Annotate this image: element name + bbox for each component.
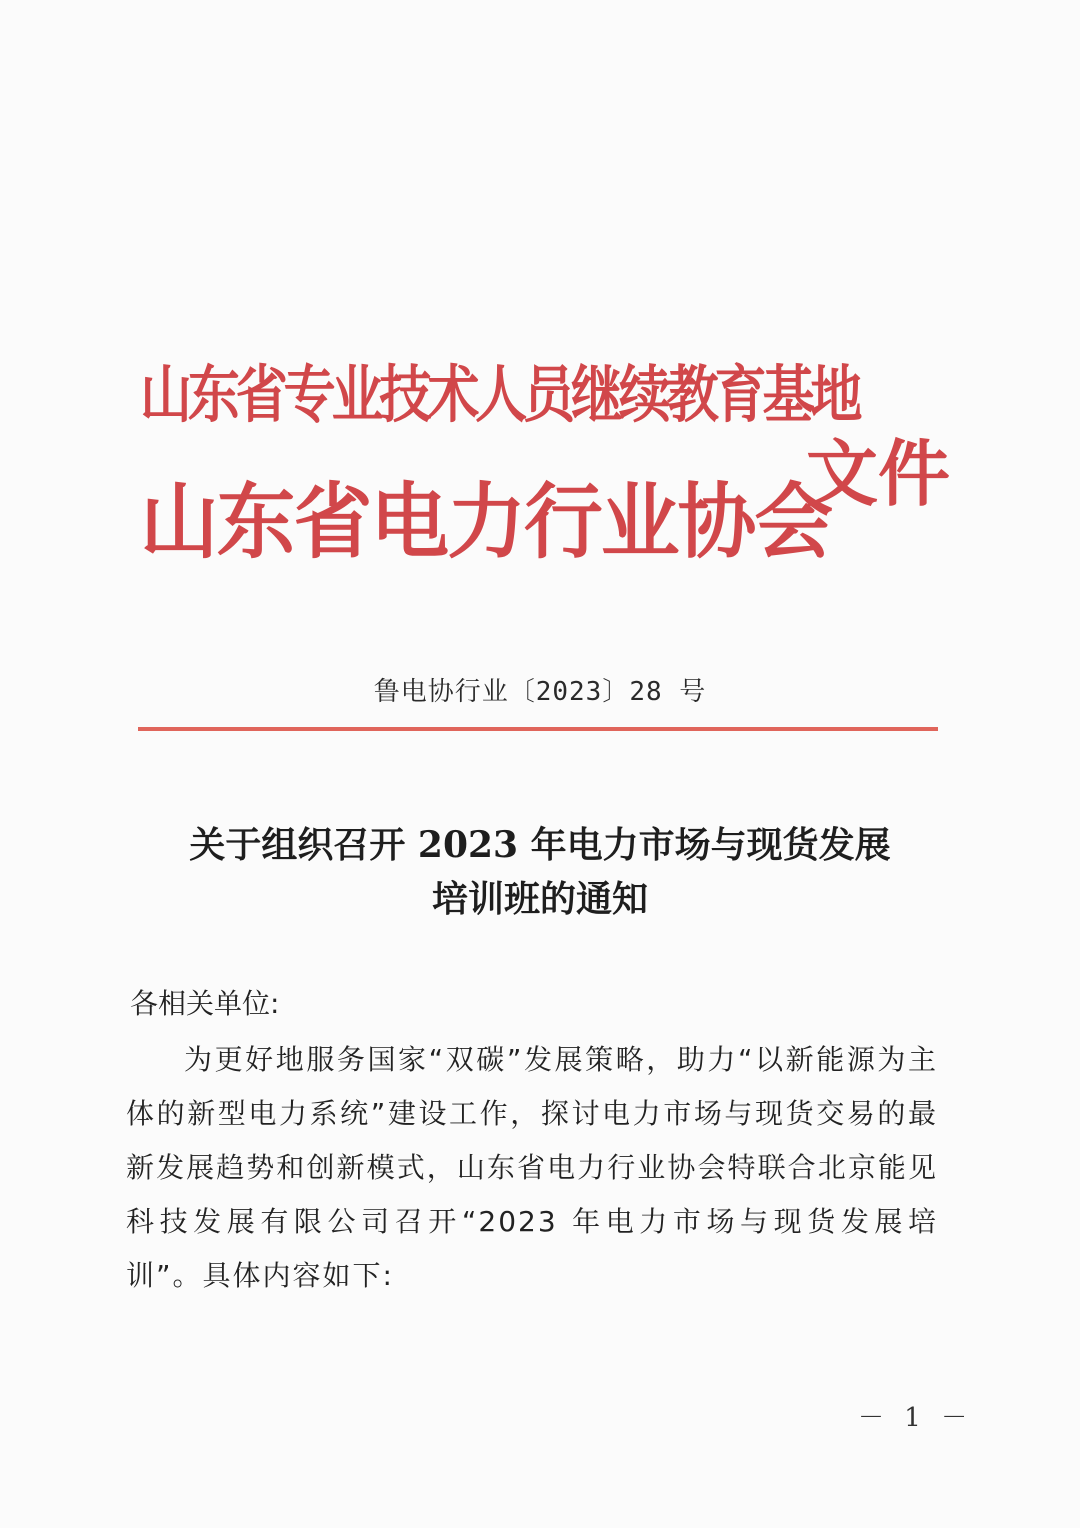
masthead-suffix: 文件 xyxy=(806,432,951,516)
document-number: 鲁电协行业〔2023〕28 号 xyxy=(373,677,707,707)
masthead-issuer-1: 山东省专业技术人员继续教育基地 xyxy=(140,358,859,431)
title-line-2: 培训班的通知 xyxy=(431,878,648,920)
red-divider-line xyxy=(138,727,938,731)
document-title xyxy=(110,818,970,926)
title-line-1: 关于组织召开 2023 年电力市场与现货发展 xyxy=(189,824,891,866)
body-paragraph: 为更好地服务国家“双碳”发展策略，助力“以新能源为主体的新型电力系统”建设工作，探讨电力市场与现货交易的最新发展趋势和创新模式，山东省电力行业协会特联合北京能见科技发展有限公司召开“2023 年电力市场与现货发展培训”。具体内容如下: xyxy=(126,1043,938,1292)
red-masthead xyxy=(140,350,960,590)
masthead-issuer-2: 山东省电力行业协会 xyxy=(140,475,832,570)
salutation: 各相关单位: xyxy=(130,987,280,1020)
page-number: － 1 － xyxy=(858,1403,974,1433)
